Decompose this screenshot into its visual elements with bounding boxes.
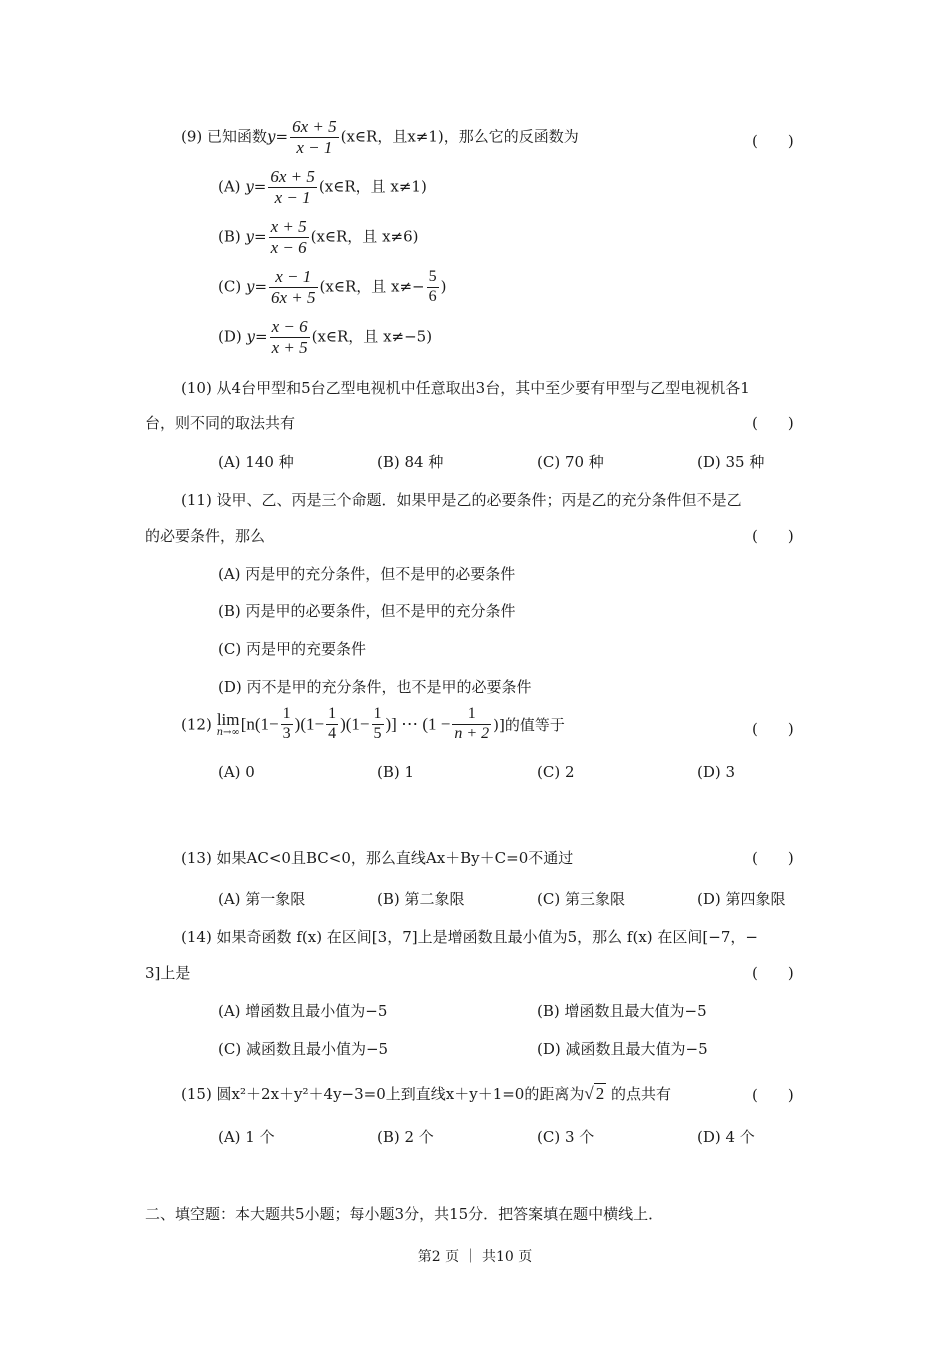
- q14-option-d: (D) 减函数且最大值为−5: [537, 1040, 708, 1058]
- q11-line1: (11) 设甲、乙、丙是三个命题．如果甲是乙的必要条件；丙是乙的充分条件但不是乙: [181, 491, 742, 509]
- answer-paren: ( ): [752, 964, 794, 982]
- q13-option-a: (A) 第一象限: [218, 890, 306, 908]
- q13-stem: (13) 如果AC<0且BC<0，那么直线Ax＋By＋C=0不通过: [181, 849, 574, 867]
- q15-stem: (15) 圆x²＋2x＋y²＋4y−3=0上到直线x＋y＋1=0的距离为√ 2 的点共有: [181, 1084, 671, 1103]
- q13-option-d: (D) 第四象限: [697, 890, 786, 908]
- answer-paren: ( ): [752, 1086, 794, 1104]
- section-heading: 二、填空题：本大题共5小题；每小题3分，共15分．把答案填在题中横线上．: [145, 1205, 664, 1223]
- q15-option-d: (D) 4 个: [697, 1128, 755, 1146]
- q10-option-d: (D) 35 种: [697, 453, 765, 471]
- q11-option-d: (D) 丙不是甲的充分条件，也不是甲的必要条件: [218, 678, 532, 696]
- q14-option-c: (C) 减函数且最小值为−5: [218, 1040, 389, 1058]
- answer-paren: ( ): [752, 132, 794, 150]
- page-footer: 第2 页 ｜ 共10 页: [417, 1249, 533, 1265]
- q9-option-a: (A) y= $\frac{6x + 5}{x - 1}$ (x∈R，且 x≠1): [218, 167, 427, 207]
- q10-line2: 台，则不同的取法共有: [145, 414, 296, 432]
- q13-option-c: (C) 第三象限: [537, 890, 625, 908]
- q10-option-b: (B) 84 种: [377, 453, 444, 471]
- q12-option-d: (D) 3: [697, 763, 736, 781]
- fraction: $\frac{6x + 5}{x - 1}$: [292, 117, 337, 157]
- q9-option-b: (B) y= $\frac{x + 5}{x - 6}$ (x∈R，且 x≠6): [218, 217, 419, 257]
- q12-option-b: (B) 1: [377, 763, 415, 781]
- q10-option-a: (A) 140 种: [218, 453, 294, 471]
- answer-paren: ( ): [752, 414, 794, 432]
- q13-option-b: (B) 第二象限: [377, 890, 465, 908]
- q14-option-a: (A) 增函数且最小值为−5: [218, 1002, 388, 1020]
- q11-line2: 的必要条件，那么: [145, 527, 266, 545]
- q14-line2: 3]上是: [145, 964, 191, 982]
- q15-option-b: (B) 2 个: [377, 1128, 434, 1146]
- q11-option-c: (C) 丙是甲的充要条件: [218, 640, 366, 658]
- q11-option-b: (B) 丙是甲的必要条件，但不是甲的充分条件: [218, 602, 516, 620]
- q14-option-b: (B) 增函数且最大值为−5: [537, 1002, 707, 1020]
- q15-option-a: (A) 1 个: [218, 1128, 275, 1146]
- q14-line1: (14) 如果奇函数 f(x) 在区间[3，7]上是增函数且最小值为5，那么 f(x) 在区间[−7，−: [181, 928, 758, 946]
- q10-option-c: (C) 70 种: [537, 453, 604, 471]
- q12-stem: (12) lim n→∞ [n(1− $\frac{1}{3}$ )(1− $\frac{1}{4}$ )(1− $\frac{1}{5}$ )] ⋯ (1 − $\frac{1}{n + 2}$ )]的值等于: [181, 705, 565, 742]
- q9-stem: (9) 已知函数y= $\frac{6x + 5}{x - 1}$ (x∈R，且x≠1)，那么它的反函数为: [181, 117, 579, 157]
- answer-paren: ( ): [752, 720, 794, 738]
- q15-option-c: (C) 3 个: [537, 1128, 595, 1146]
- sqrt: √ 2: [584, 1084, 605, 1103]
- answer-paren: ( ): [752, 849, 794, 867]
- limit: lim n→∞: [216, 709, 240, 738]
- q12-option-c: (C) 2: [537, 763, 575, 781]
- q11-option-a: (A) 丙是甲的充分条件，但不是甲的必要条件: [218, 565, 516, 583]
- q9-option-d: (D) y= $\frac{x - 6}{x + 5}$ (x∈R，且 x≠−5): [218, 317, 433, 357]
- q10-line1: (10) 从4台甲型和5台乙型电视机中任意取出3台，其中至少要有甲型与乙型电视机各1: [181, 379, 750, 397]
- answer-paren: ( ): [752, 527, 794, 545]
- q9-option-c: (C) y= $\frac{x - 1}{6x + 5}$ (x∈R，且 x≠− $\frac{5}{6}$ ): [218, 267, 447, 307]
- question-number: (9): [181, 127, 203, 146]
- q12-option-a: (A) 0: [218, 763, 255, 781]
